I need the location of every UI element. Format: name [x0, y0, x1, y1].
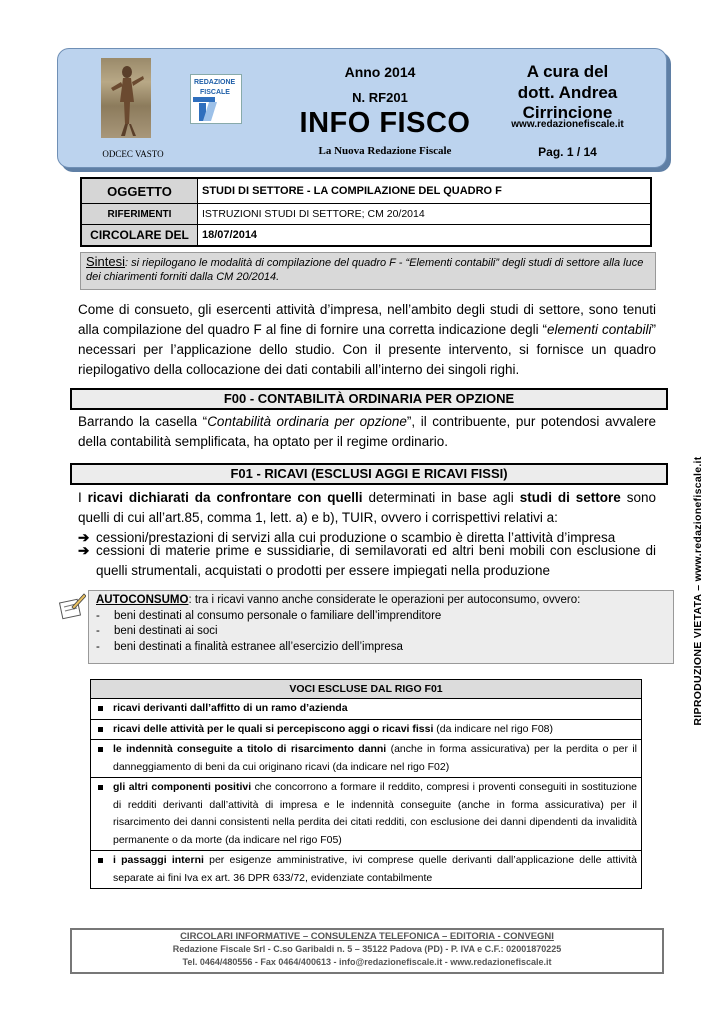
- table-row: [91, 851, 642, 889]
- row-text: che concorrono a formare il reddito, compresi i proventi conseguiti in sostituzione di redditi derivanti dall’attività di impresa e le indennità conseguite (anche in forma assicurativa) per il risarcimento dei danni consistenti nella perdita dei citati redditi, con esclusione dei danni dipendenti da invalidità permanente o da morte (da indicare nel rigo F05): [113, 781, 637, 846]
- table-cell: [91, 778, 642, 851]
- table-cell: [91, 719, 642, 740]
- table-row: [91, 778, 642, 851]
- table-row: [91, 699, 642, 720]
- table-row: [91, 740, 642, 778]
- logo-text-2: FISCALE: [200, 89, 230, 96]
- autoconsumo-item: [96, 609, 666, 625]
- page-title: INFO FISCO: [299, 107, 471, 139]
- info-row-circolare: [81, 225, 651, 247]
- intro-text: Come di consueto, gli esercenti attività d’impresa, nell’ambito degli studi di settore, sono tenuti alla compilazione del quadro F al fine di fornire una corretta indicazione degli “: [78, 302, 656, 337]
- f00-text: Barrando la casella “: [78, 414, 208, 429]
- f01-text-d: studi di settore: [519, 490, 621, 505]
- info-key: OGGETTO: [81, 178, 198, 204]
- section-f01-heading: F01 - RICAVI (ESCLUSI AGGI E RICAVI FISSI): [70, 463, 668, 485]
- f00-text-end: ”, il contribuente, pur potendosi avvalere della contabilità semplificata, ha optato per il regime ordinario.: [78, 414, 656, 449]
- anno-label: Anno 2014: [344, 64, 416, 80]
- info-row-riferimenti: [81, 204, 651, 225]
- table-heading: VOCI ESCLUSE DAL RIGO F01: [91, 680, 642, 699]
- f01-text-e: sono quelli di cui all’art.85, comma 1, lett. a) e b), TUIR, ovvero i corrispettivi relativi a:: [78, 490, 656, 525]
- autoconsumo-intro: [96, 593, 666, 609]
- f01-text-b: ricavi dichiarati da confrontare con quelli: [87, 490, 363, 505]
- section-f00-heading: F00 - CONTABILITÀ ORDINARIA PER OPZIONE: [70, 388, 668, 410]
- dash-bullet: -: [96, 609, 100, 622]
- pencil-note-icon: [58, 591, 86, 626]
- page-number: Pag. 1 / 14: [538, 145, 597, 159]
- sintesi-box: [80, 252, 656, 290]
- footer-services: CIRCOLARI INFORMATIVE – CONSULENZA TELEFONICA – EDITORIA - CONVEGNI: [180, 931, 554, 942]
- side-watermark: [693, 430, 705, 760]
- intro-emphasis: elementi contabili: [547, 322, 652, 337]
- info-table: [80, 177, 652, 247]
- author-line-2: dott. Andrea Cirrincione: [517, 83, 618, 122]
- info-key: CIRCOLARE DEL: [81, 225, 198, 247]
- autoconsumo-intro-text: : tra i ricavi vanno anche considerate le operazioni per autoconsumo, ovvero:: [188, 594, 581, 606]
- info-key: RIFERIMENTI: [81, 204, 198, 225]
- row-text-bold: ricavi derivanti dall’affitto di un ramo d’azienda: [113, 702, 348, 714]
- f01-text-a: I: [78, 490, 88, 505]
- info-row-oggetto: [81, 178, 651, 204]
- odcec-label: ODCEC VASTO: [102, 149, 164, 159]
- footer: [70, 928, 664, 974]
- table-cell: [91, 699, 642, 720]
- square-bullet-icon: [98, 747, 103, 752]
- redazione-fiscale-logo: [190, 74, 242, 124]
- excluded-items-table: [90, 679, 642, 889]
- square-bullet-icon: [98, 727, 103, 732]
- f01-arrow-item-2: [78, 541, 656, 581]
- autoconsumo-item-text: beni destinati al consumo personale o familiare dell’imprenditore: [114, 609, 442, 622]
- page-subtitle: La Nuova Redazione Fiscale: [318, 145, 452, 157]
- arrow-right-icon: ➔: [78, 530, 90, 545]
- info-value: STUDI DI SETTORE - LA COMPILAZIONE DEL QUADRO F: [198, 178, 652, 204]
- row-text: per esigenze amministrative, ivi comprese quelle derivanti dall’applicazione delle attività separate ai fini Iva ex art. 36 DPR 633/72, evidenziate contabilmente: [113, 854, 637, 884]
- logo-text-1: REDAZIONE: [194, 79, 236, 86]
- f00-paragraph: [78, 412, 656, 452]
- f00-emphasis: Contabilità ordinaria per opzione: [207, 414, 407, 429]
- row-text: (da indicare nel rigo F08): [433, 722, 554, 735]
- sintesi-label: Sintesi: [86, 254, 126, 269]
- issue-number: N. RF201: [352, 90, 408, 105]
- side-watermark-text: RIPRODUZIONE VIETATA – www.redazionefiscale.it: [692, 456, 704, 726]
- row-text-bold: gli altri componenti positivi: [113, 781, 252, 793]
- table-header-row: [91, 680, 642, 699]
- author-line-1: A cura del: [526, 62, 609, 81]
- footer-address: Redazione Fiscale Srl - C.so Garibaldi n. 5 – 35122 Padova (PD) - P. IVA e C.F.: 02001870225: [172, 944, 562, 954]
- arrow-right-icon: ➔: [78, 543, 90, 558]
- info-value: ISTRUZIONI STUDI DI SETTORE; CM 20/2014: [198, 204, 652, 225]
- autoconsumo-item: [96, 640, 666, 656]
- intro-paragraph: [78, 300, 656, 380]
- table-cell: [91, 851, 642, 889]
- table-row: [91, 719, 642, 740]
- intro-text-end: ” necessari per l’applicazione dello studio. Con il presente intervento, si fornisce un quadro riepilogativo della collocazione dei dati contabili all’interno dei singoli righi.: [78, 322, 656, 377]
- website-link[interactable]: www.redazionefiscale.it: [511, 119, 624, 130]
- dash-bullet: -: [96, 640, 100, 653]
- mosaic-figure-image: [101, 58, 151, 138]
- table-cell: [91, 740, 642, 778]
- autoconsumo-item-text: beni destinati ai soci: [114, 625, 218, 637]
- row-text-bold: ricavi delle attività per le quali si percepiscono aggi o ricavi fissi: [113, 722, 434, 735]
- footer-contacts: Tel. 0464/480556 - Fax 0464/400613 - info@redazionefiscale.it - www.redazionefiscale.it: [182, 957, 552, 967]
- f01-text-c: determinati in base agli: [362, 490, 520, 505]
- square-bullet-icon: [98, 858, 103, 863]
- f01-paragraph: [78, 488, 656, 528]
- arrow-item-text: cessioni/prestazioni di servizi alla cui produzione o scambio è diretta l’attività d’impresa: [96, 530, 616, 545]
- autoconsumo-item: [96, 624, 666, 640]
- autoconsumo-box: [88, 590, 674, 664]
- row-text-bold: le indennità conseguite a titolo di risarcimento danni: [113, 743, 387, 755]
- row-text: (anche in forma assicurativa) per la perdita o per il danneggiamento di beni da cui originano ricavi (da indicare nel rigo F02): [113, 743, 637, 773]
- sintesi-text: : si riepilogano le modalità di compilazione del quadro F - “Elementi contabili” degli studi di settore alla luce dei chiarimenti forniti dalla CM 20/2014.: [86, 257, 644, 283]
- autoconsumo-label: AUTOCONSUMO: [96, 594, 189, 606]
- info-value: 18/07/2014: [198, 225, 652, 247]
- arrow-item-text: cessioni di materie prime e sussidiarie, di semilavorati ed altri beni mobili con esclusione di quelli strumentali, acquistati o prodotti per essere impiegati nella produzione: [96, 543, 656, 578]
- dash-bullet: -: [96, 625, 100, 637]
- square-bullet-icon: [98, 706, 103, 711]
- square-bullet-icon: [98, 785, 103, 790]
- autoconsumo-item-text: beni destinati a finalità estranee all’esercizio dell’impresa: [114, 640, 403, 653]
- row-text-bold: i passaggi interni: [113, 854, 204, 866]
